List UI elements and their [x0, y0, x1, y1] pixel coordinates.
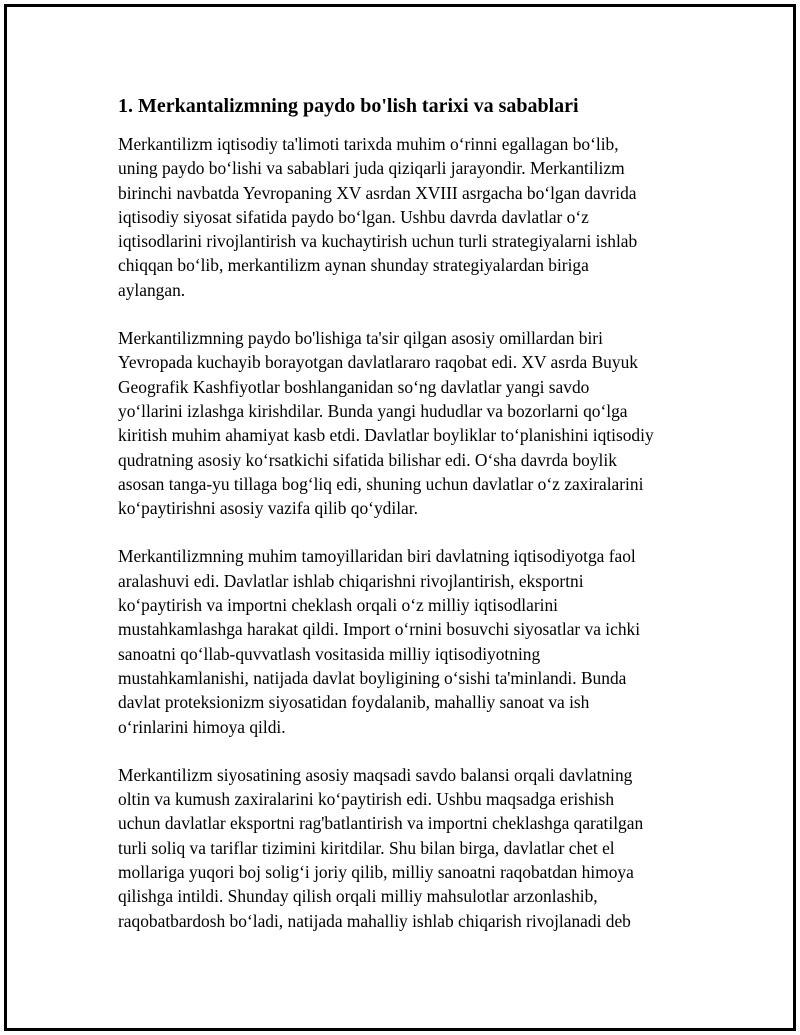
- text-line: yoʻllarini izlashga kirishdilar. Bunda yangi hududlar va bozorlarni qoʻlga: [118, 400, 628, 421]
- text-line: mustahkamlanishi, natijada davlat boyligining oʻsishi ta'minlandi. Bunda: [118, 667, 627, 688]
- text-line: koʻpaytirishni asosiy vazifa qilib qoʻydilar.: [118, 498, 418, 519]
- text-line: uning paydo boʻlishi va sabablari juda qiziqarli jarayondir. Merkantilizm: [118, 158, 625, 179]
- paragraph-2: [118, 326, 690, 520]
- text-line: koʻpaytirish va importni cheklash orqali oʻz milliy iqtisodlarini: [118, 595, 558, 616]
- text-line: qilishga intildi. Shunday qilish orqali milliy mahsulotlar arzonlashib,: [118, 886, 598, 907]
- text-line: mustahkamlashga harakat qildi. Import oʻrnini bosuvchi siyosatlar va ichki: [118, 619, 641, 640]
- text-line: davlat proteksionizm siyosatidan foydalanib, mahalliy sanoat va ish: [118, 692, 590, 713]
- paragraph-1: [118, 132, 690, 302]
- text-line: uchun davlatlar eksportni rag'batlantirish va importni cheklashga qaratilgan: [118, 813, 644, 834]
- text-line: iqtisodiy siyosat sifatida paydo boʻlgan. Ushbu davrda davlatlar oʻz: [118, 206, 589, 227]
- text-line: oltin va kumush zaxiralarini koʻpaytirish edi. Ushbu maqsadga erishish: [118, 789, 615, 810]
- text-line: aralashuvi edi. Davlatlar ishlab chiqarishni rivojlantirish, eksportni: [118, 570, 584, 591]
- text-line: asosan tanga-yu tillaga bogʻliq edi, shuning uchun davlatlar oʻz zaxiralarini: [118, 473, 644, 494]
- section-heading: 1. Merkantalizmning paydo bo'lish tarixi va sabablari: [118, 95, 579, 117]
- text-line: Merkantilizm iqtisodiy ta'limoti tarixda muhim oʻrinni egallagan boʻlib,: [118, 134, 619, 154]
- text-line: Yevropada kuchayib borayotgan davlatlararo raqobat edi. XV asrda Buyuk: [118, 352, 638, 373]
- text-line: qudratning asosiy koʻrsatkichi sifatida bilishar edi. Oʻsha davrda boylik: [118, 449, 617, 470]
- text-line: iqtisodlarini rivojlantirish va kuchaytirish uchun turli strategiyalarni ishlab: [118, 231, 638, 252]
- text-line: Merkantilizmning muhim tamoyillaridan biri davlatning iqtisodiyotga faol: [118, 546, 636, 567]
- text-line: mollariga yuqori boj soligʻi joriy qilib, milliy sanoatni raqobatdan himoya: [118, 862, 634, 883]
- text-line: Merkantilizm siyosatining asosiy maqsadi savdo balansi orqali davlatning: [118, 764, 633, 785]
- paragraph-4: [118, 763, 690, 933]
- document-body: [118, 94, 690, 957]
- paragraph-3: [118, 544, 690, 738]
- text-line: kiritish muhim ahamiyat kasb etdi. Davlatlar boyliklar toʻplanishini iqtisodiy: [118, 425, 654, 446]
- text-line: Geografik Kashfiyotlar boshlanganidan soʻng davlatlar yangi savdo: [118, 376, 590, 397]
- text-line: birinchi navbatda Yevropaning XV asrdan XVIII asrgacha boʻlgan davrida: [118, 182, 637, 203]
- text-line: turli soliq va tariflar tizimini kiritdilar. Shu bilan birga, davlatlar chet el: [118, 837, 615, 858]
- text-line: raqobatbardosh boʻladi, natijada mahalliy ishlab chiqarish rivojlanadi deb: [118, 910, 631, 931]
- text-line: oʻrinlarini himoya qildi.: [118, 716, 286, 737]
- text-line: chiqqan boʻlib, merkantilizm aynan shunday strategiyalardan biriga: [118, 255, 589, 276]
- text-line: sanoatni qoʻllab-quvvatlash vositasida milliy iqtisodiyotning: [118, 643, 541, 664]
- text-line: Merkantilizmning paydo bo'lishiga ta'sir qilgan asosiy omillardan biri: [118, 328, 603, 349]
- text-line: aylangan.: [118, 279, 186, 300]
